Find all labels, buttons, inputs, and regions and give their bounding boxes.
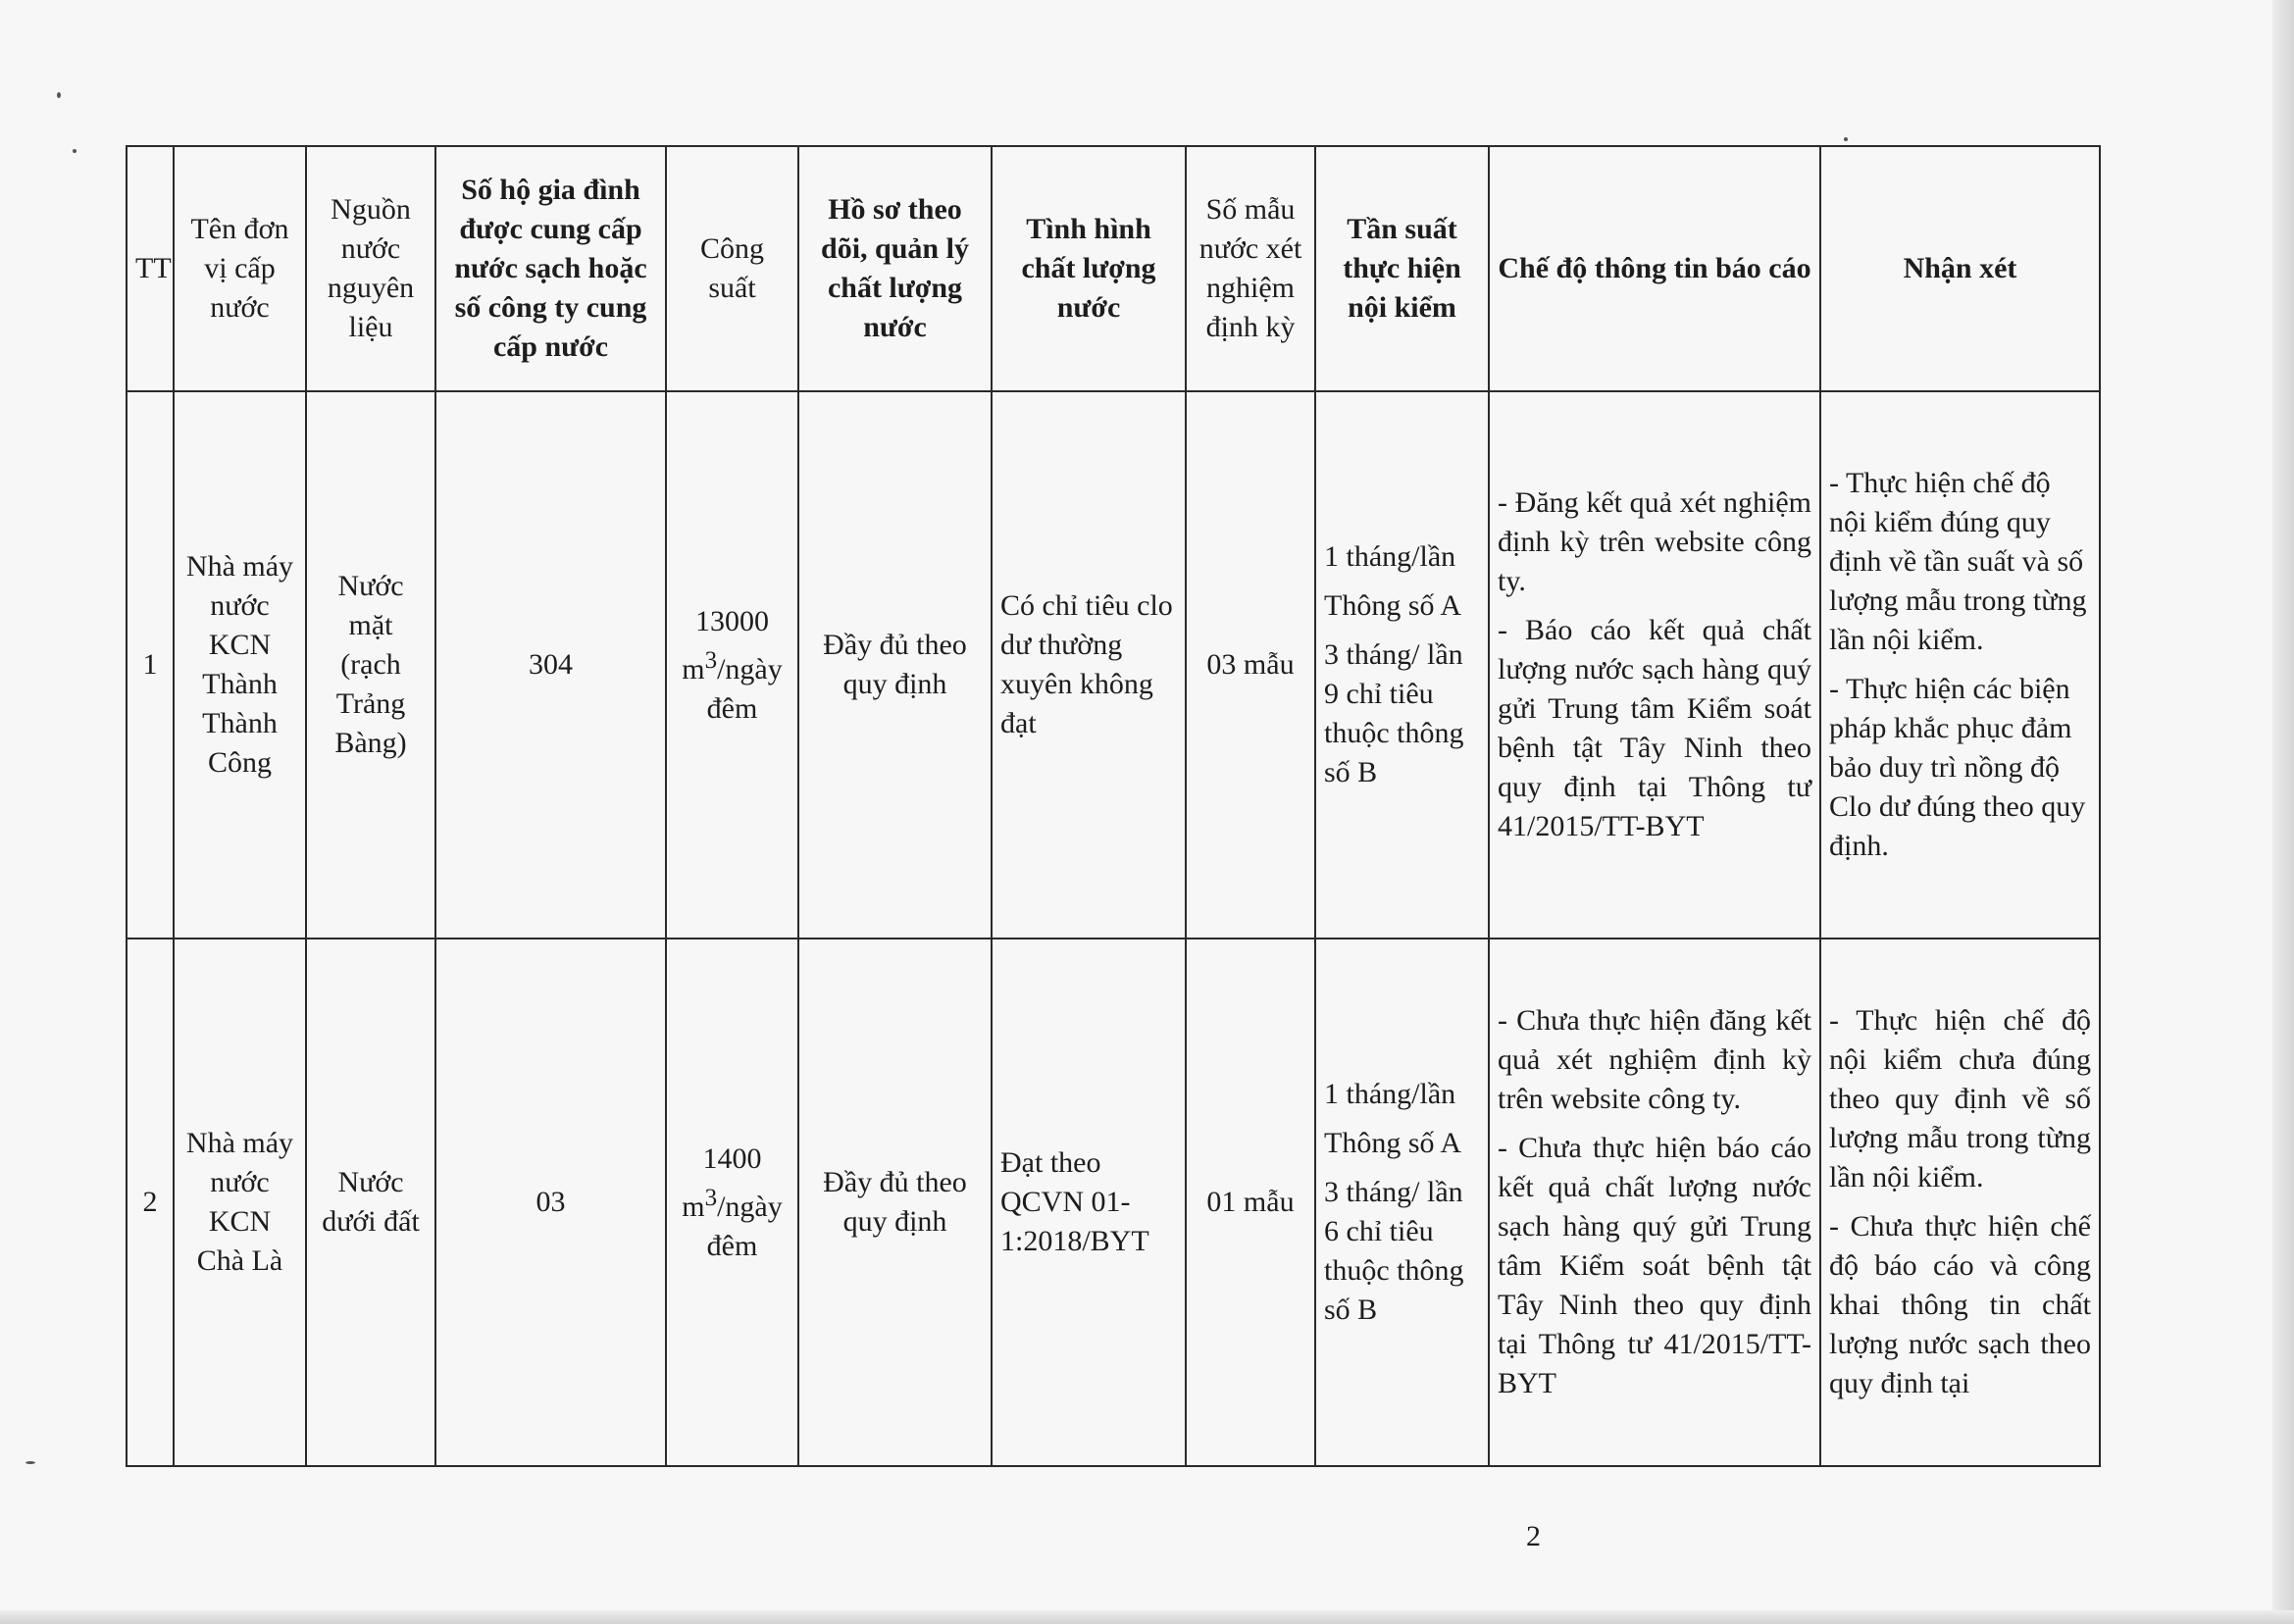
comment-item: - Thực hiện chế độ nội kiểm chưa đúng theo quy định về số lượng mẫu trong từng lần nội kiểm. bbox=[1829, 1004, 2091, 1193]
capacity-value: 13000 bbox=[695, 604, 769, 637]
comment-item: - Thực hiện các biện pháp khắc phục đảm bảo duy trì nồng độ Clo dư đúng theo quy định. bbox=[1829, 673, 2086, 862]
cell-frequency bbox=[1315, 939, 1489, 1466]
comment-item: - Chưa thực hiện chế độ báo cáo và công khai thông tin chất lượng nước sạch theo quy định tại bbox=[1829, 1210, 2091, 1399]
cell-tt: 2 bbox=[127, 939, 174, 1466]
page-number: 2 bbox=[1526, 1520, 1541, 1552]
capacity-unit-suffix: /ngày đêm bbox=[706, 1190, 783, 1262]
reporting-item: - Đăng kết quả xét nghiệm định kỳ trên website công ty. bbox=[1498, 486, 1811, 597]
header-source: Nguồn nước nguyên liệu bbox=[306, 146, 435, 391]
header-quality: Tình hình chất lượng nước bbox=[992, 146, 1186, 391]
scan-speck bbox=[25, 1461, 35, 1464]
cell-comments bbox=[1820, 391, 2100, 939]
cell-households: 304 bbox=[435, 391, 666, 939]
cell-source: Nước dưới đất bbox=[306, 939, 435, 1466]
header-samples: Số mẫu nước xét nghiệm định kỳ bbox=[1186, 146, 1315, 391]
header-row bbox=[127, 146, 2100, 391]
cell-quality: Có chỉ tiêu clo dư thường xuyên không đạt bbox=[992, 391, 1186, 939]
header-comments: Nhận xét bbox=[1820, 146, 2100, 391]
capacity-unit-suffix: /ngày đêm bbox=[706, 652, 783, 725]
cell-frequency bbox=[1315, 391, 1489, 939]
cell-capacity bbox=[666, 939, 798, 1466]
cell-records: Đầy đủ theo quy định bbox=[798, 391, 992, 939]
header-households: Số hộ gia đình được cung cấp nước sạch hoặc số công ty cung cấp nước bbox=[435, 146, 666, 391]
capacity-value: 1400 bbox=[702, 1142, 762, 1175]
frequency-line: Thông số A bbox=[1324, 589, 1462, 622]
header-reporting: Chế độ thông tin báo cáo bbox=[1489, 146, 1820, 391]
cell-source: Nước mặt (rạch Trảng Bàng) bbox=[306, 391, 435, 939]
header-capacity: Công suất bbox=[666, 146, 798, 391]
cell-comments bbox=[1820, 939, 2100, 1466]
capacity-unit-prefix: m bbox=[682, 652, 705, 685]
cell-samples: 01 mẫu bbox=[1186, 939, 1315, 1466]
cell-households: 03 bbox=[435, 939, 666, 1466]
header-records: Hồ sơ theo dõi, quản lý chất lượng nước bbox=[798, 146, 992, 391]
cell-samples: 03 mẫu bbox=[1186, 391, 1315, 939]
cell-tt: 1 bbox=[127, 391, 174, 939]
cell-reporting bbox=[1489, 391, 1820, 939]
frequency-line: 1 tháng/lần bbox=[1324, 540, 1456, 573]
scan-edge-right bbox=[2272, 0, 2294, 1624]
comment-item: - Thực hiện chế độ nội kiểm đúng quy định về tần suất và số lượng mẫu trong từng lần nội kiểm. bbox=[1829, 467, 2087, 656]
cell-quality: Đạt theo QCVN 01-1:2018/BYT bbox=[992, 939, 1186, 1466]
water-supply-report-table bbox=[126, 145, 2101, 1467]
scan-speck bbox=[73, 149, 76, 153]
table-row bbox=[127, 939, 2100, 1466]
reporting-item: - Chưa thực hiện báo cáo kết quả chất lượng nước sạch hàng quý gửi Trung tâm Kiểm soát bệnh tật Tây Ninh theo quy định tại Thông tư 41/2015/TT-BYT bbox=[1498, 1132, 1811, 1399]
frequency-line: 3 tháng/ lần 9 chỉ tiêu thuộc thông số B bbox=[1324, 638, 1464, 788]
cell-unit: Nhà máy nước KCN Chà Là bbox=[174, 939, 306, 1466]
header-tt: TT bbox=[127, 146, 174, 391]
capacity-unit-sup: 3 bbox=[704, 1184, 718, 1211]
cell-records: Đầy đủ theo quy định bbox=[798, 939, 992, 1466]
header-unit: Tên đơn vị cấp nước bbox=[174, 146, 306, 391]
frequency-line: 3 tháng/ lần 6 chỉ tiêu thuộc thông số B bbox=[1324, 1176, 1464, 1326]
scan-speck bbox=[57, 92, 61, 98]
frequency-line: 1 tháng/lần bbox=[1324, 1078, 1456, 1110]
reporting-item: - Báo cáo kết quả chất lượng nước sạch hàng quý gửi Trung tâm Kiểm soát bệnh tật Tây Ninh theo quy định tại Thông tư 41/2015/TT-BYT bbox=[1498, 614, 1811, 842]
scan-edge-bottom bbox=[0, 1610, 2294, 1624]
cell-reporting bbox=[1489, 939, 1820, 1466]
header-frequency: Tần suất thực hiện nội kiểm bbox=[1315, 146, 1489, 391]
cell-unit: Nhà máy nước KCN Thành Thành Công bbox=[174, 391, 306, 939]
scan-speck bbox=[1844, 137, 1848, 141]
frequency-line: Thông số A bbox=[1324, 1127, 1462, 1159]
capacity-unit-sup: 3 bbox=[704, 646, 718, 674]
table-row bbox=[127, 391, 2100, 939]
cell-capacity bbox=[666, 391, 798, 939]
capacity-unit-prefix: m bbox=[682, 1190, 705, 1223]
reporting-item: - Chưa thực hiện đăng kết quả xét nghiệm định kỳ trên website công ty. bbox=[1498, 1004, 1811, 1115]
